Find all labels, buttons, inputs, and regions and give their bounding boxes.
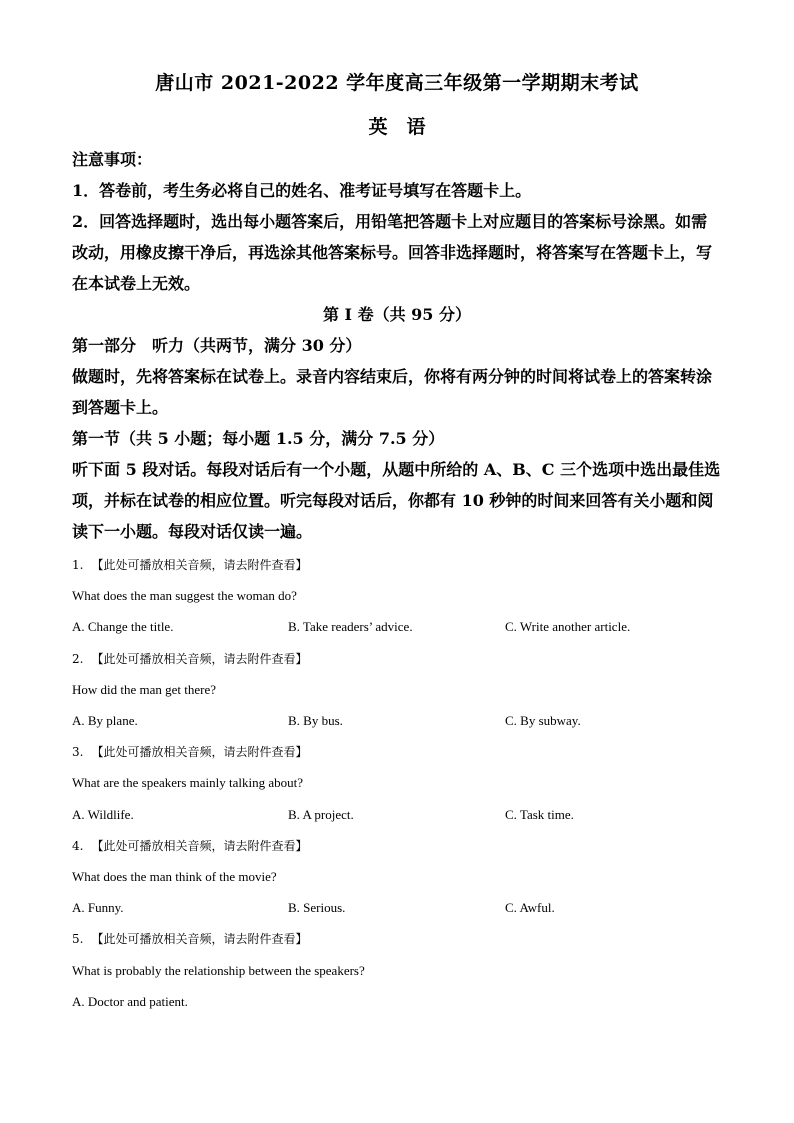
section1-instruction-line-1: 听下面 5 段对话。每段对话后有一个小题，从题中所给的 A、B、C 三个选项中选出最佳选 xyxy=(72,460,721,479)
notice-item-2-line-1: 2．回答选择题时，选出每小题答案后，用铅笔把答题卡上对应题目的答案标号涂黑。如需 xyxy=(72,212,708,231)
question-4-audio-note xyxy=(72,837,307,855)
question-2-text: How did the man get there? xyxy=(72,682,217,697)
question-1-option-a: A. Change the title. xyxy=(72,619,174,634)
question-number: 2. xyxy=(72,652,84,666)
question-4-option-b: B. Serious. xyxy=(288,900,346,915)
section1-instruction-line-3: 读下一小题。每段对话仅读一遍。 xyxy=(72,522,313,541)
question-4-option-c: C. Awful. xyxy=(505,900,555,915)
question-5-option-a: A. Doctor and patient. xyxy=(72,994,188,1009)
question-3-option-b: B. A project. xyxy=(288,807,354,822)
question-number: 3. xyxy=(72,745,84,759)
part1-instruction-line-1: 做题时，先将答案标在试卷上。录音内容结束后，你将有两分钟的时间将试卷上的答案转涂 xyxy=(72,367,713,386)
notice-heading: 注意事项： xyxy=(72,150,153,169)
volume-title: 第 I 卷（共 95 分） xyxy=(322,305,472,324)
question-number: 4. xyxy=(72,839,84,853)
section1-heading: 第一节（共 5 小题；每小题 1.5 分，满分 7.5 分） xyxy=(72,429,445,448)
notice-item-2-line-3: 在本试卷上无效。 xyxy=(72,274,201,293)
exam-subject: 英 语 xyxy=(368,116,426,138)
question-3-audio-note xyxy=(72,743,307,761)
question-4-option-a: A. Funny. xyxy=(72,900,124,915)
audio-placeholder[interactable]: 【此处可播放相关音频，请去附件查看】 xyxy=(91,932,308,946)
question-4-text: What does the man think of the movie? xyxy=(72,869,277,884)
notice-item-2-line-2: 改动，用橡皮擦干净后，再选涂其他答案标号。回答非选择题时，将答案写在答题卡上，写 xyxy=(72,243,713,262)
audio-placeholder[interactable]: 【此处可播放相关音频，请去附件查看】 xyxy=(91,745,308,759)
question-3-option-c: C. Task time. xyxy=(505,807,574,822)
question-2-option-c: C. By subway. xyxy=(505,713,581,728)
part1-instruction-line-2: 到答题卡上。 xyxy=(72,398,169,417)
audio-placeholder[interactable]: 【此处可播放相关音频，请去附件查看】 xyxy=(91,652,308,666)
question-1-option-b: B. Take readers’ advice. xyxy=(288,619,413,634)
notice-item-1: 1．答卷前，考生务必将自己的姓名、准考证号填写在答题卡上。 xyxy=(72,181,532,200)
question-2-option-a: A. By plane. xyxy=(72,713,138,728)
question-number: 5. xyxy=(72,932,84,946)
question-3-text: What are the speakers mainly talking about? xyxy=(72,775,304,790)
question-1-audio-note xyxy=(72,556,307,574)
question-1-option-c: C. Write another article. xyxy=(505,619,631,634)
question-number: 1. xyxy=(72,558,84,572)
question-1-text: What does the man suggest the woman do? xyxy=(72,588,297,603)
exam-title: 唐山市 2021-2022 学年度高三年级第一学期期末考试 xyxy=(155,72,639,94)
question-3-option-a: A. Wildlife. xyxy=(72,807,134,822)
question-2-audio-note xyxy=(72,650,307,668)
section1-instruction-line-2: 项，并标在试卷的相应位置。听完每段对话后，你都有 10 秒钟的时间来回答有关小题和阅 xyxy=(72,491,714,510)
question-5-audio-note xyxy=(72,930,307,948)
question-2-option-b: B. By bus. xyxy=(288,713,343,728)
audio-placeholder[interactable]: 【此处可播放相关音频，请去附件查看】 xyxy=(91,839,308,853)
part1-heading: 第一部分 听力（共两节，满分 30 分） xyxy=(72,336,362,355)
audio-placeholder[interactable]: 【此处可播放相关音频，请去附件查看】 xyxy=(91,558,308,572)
question-5-text: What is probably the relationship between the speakers? xyxy=(72,963,365,978)
